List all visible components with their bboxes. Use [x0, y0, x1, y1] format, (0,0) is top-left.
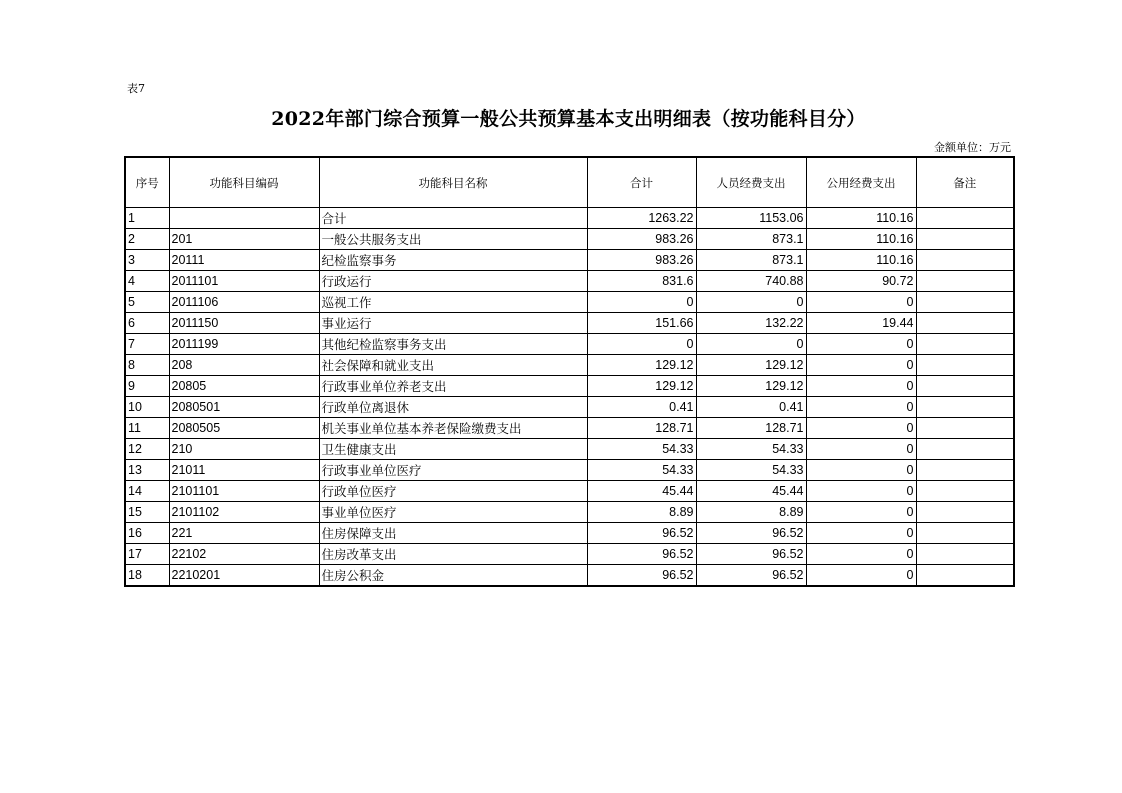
cell-personnel: 740.88	[696, 271, 806, 292]
cell-code: 2011101	[169, 271, 319, 292]
table-row	[125, 565, 1014, 587]
cell-code: 2101101	[169, 481, 319, 502]
cell-public: 19.44	[806, 313, 916, 334]
cell-total: 96.52	[587, 523, 696, 544]
cell-code: 21011	[169, 460, 319, 481]
cell-total: 54.33	[587, 439, 696, 460]
cell-index: 3	[125, 250, 169, 271]
table-row	[125, 376, 1014, 397]
table-body	[125, 208, 1014, 587]
cell-name: 卫生健康支出	[319, 439, 587, 460]
cell-name: 合计	[319, 208, 587, 229]
cell-code: 210	[169, 439, 319, 460]
cell-personnel: 45.44	[696, 481, 806, 502]
table-row	[125, 544, 1014, 565]
cell-public: 0	[806, 439, 916, 460]
cell-code: 2080505	[169, 418, 319, 439]
cell-index: 9	[125, 376, 169, 397]
cell-personnel: 54.33	[696, 439, 806, 460]
cell-remark	[916, 523, 1014, 544]
cell-public: 0	[806, 418, 916, 439]
cell-personnel: 0	[696, 334, 806, 355]
cell-remark	[916, 250, 1014, 271]
page-title: 2022年部门综合预算一般公共预算基本支出明细表（按功能科目分）	[271, 108, 866, 130]
table-row	[125, 418, 1014, 439]
cell-index: 16	[125, 523, 169, 544]
cell-remark	[916, 439, 1014, 460]
cell-total: 983.26	[587, 250, 696, 271]
cell-code: 22102	[169, 544, 319, 565]
cell-total: 54.33	[587, 460, 696, 481]
cell-code: 2080501	[169, 397, 319, 418]
cell-remark	[916, 544, 1014, 565]
table-row	[125, 271, 1014, 292]
table-row	[125, 313, 1014, 334]
cell-total: 0.41	[587, 397, 696, 418]
cell-total: 129.12	[587, 376, 696, 397]
cell-index: 2	[125, 229, 169, 250]
cell-code: 201	[169, 229, 319, 250]
cell-remark	[916, 271, 1014, 292]
table-row	[125, 250, 1014, 271]
cell-public: 0	[806, 292, 916, 313]
cell-name: 住房公积金	[319, 565, 587, 587]
column-header-code: 功能科目编码	[169, 157, 319, 208]
table-row	[125, 397, 1014, 418]
budget-table	[124, 156, 1015, 587]
cell-public: 90.72	[806, 271, 916, 292]
cell-personnel: 873.1	[696, 229, 806, 250]
cell-total: 831.6	[587, 271, 696, 292]
table-row	[125, 334, 1014, 355]
cell-public: 0	[806, 397, 916, 418]
cell-index: 14	[125, 481, 169, 502]
cell-index: 11	[125, 418, 169, 439]
cell-total: 983.26	[587, 229, 696, 250]
cell-personnel: 873.1	[696, 250, 806, 271]
cell-total: 129.12	[587, 355, 696, 376]
cell-public: 0	[806, 544, 916, 565]
cell-code: 2210201	[169, 565, 319, 587]
cell-remark	[916, 292, 1014, 313]
cell-personnel: 132.22	[696, 313, 806, 334]
cell-public: 110.16	[806, 250, 916, 271]
cell-remark	[916, 418, 1014, 439]
table-row	[125, 481, 1014, 502]
cell-total: 128.71	[587, 418, 696, 439]
cell-name: 社会保障和就业支出	[319, 355, 587, 376]
cell-code: 221	[169, 523, 319, 544]
cell-code: 2011106	[169, 292, 319, 313]
cell-personnel: 8.89	[696, 502, 806, 523]
cell-name: 事业单位医疗	[319, 502, 587, 523]
cell-personnel: 129.12	[696, 376, 806, 397]
cell-public: 0	[806, 481, 916, 502]
cell-name: 住房保障支出	[319, 523, 587, 544]
cell-total: 0	[587, 292, 696, 313]
column-header-remark: 备注	[916, 157, 1014, 208]
cell-remark	[916, 355, 1014, 376]
cell-public: 0	[806, 376, 916, 397]
cell-code: 2101102	[169, 502, 319, 523]
cell-public: 0	[806, 460, 916, 481]
cell-name: 行政单位医疗	[319, 481, 587, 502]
table-row	[125, 292, 1014, 313]
cell-name: 机关事业单位基本养老保险缴费支出	[319, 418, 587, 439]
cell-public: 0	[806, 523, 916, 544]
cell-name: 纪检监察事务	[319, 250, 587, 271]
cell-remark	[916, 229, 1014, 250]
cell-public: 0	[806, 355, 916, 376]
cell-personnel: 0.41	[696, 397, 806, 418]
cell-index: 13	[125, 460, 169, 481]
cell-name: 巡视工作	[319, 292, 587, 313]
cell-total: 151.66	[587, 313, 696, 334]
cell-personnel: 1153.06	[696, 208, 806, 229]
cell-index: 1	[125, 208, 169, 229]
column-header-public: 公用经费支出	[806, 157, 916, 208]
cell-remark	[916, 460, 1014, 481]
cell-index: 17	[125, 544, 169, 565]
cell-public: 0	[806, 334, 916, 355]
table-row	[125, 229, 1014, 250]
cell-total: 96.52	[587, 544, 696, 565]
table-header-row	[125, 157, 1014, 208]
cell-personnel: 96.52	[696, 565, 806, 587]
cell-remark	[916, 481, 1014, 502]
cell-remark	[916, 208, 1014, 229]
cell-code: 20111	[169, 250, 319, 271]
cell-remark	[916, 376, 1014, 397]
cell-name: 住房改革支出	[319, 544, 587, 565]
cell-total: 96.52	[587, 565, 696, 587]
table-row	[125, 439, 1014, 460]
table-row	[125, 208, 1014, 229]
cell-personnel: 128.71	[696, 418, 806, 439]
cell-total: 8.89	[587, 502, 696, 523]
table-number-label: 表7	[127, 82, 145, 95]
cell-personnel: 96.52	[696, 523, 806, 544]
column-header-index: 序号	[125, 157, 169, 208]
cell-name: 行政事业单位养老支出	[319, 376, 587, 397]
cell-personnel: 54.33	[696, 460, 806, 481]
cell-remark	[916, 565, 1014, 587]
cell-code: 2011199	[169, 334, 319, 355]
cell-name: 行政运行	[319, 271, 587, 292]
cell-code: 208	[169, 355, 319, 376]
cell-public: 0	[806, 565, 916, 587]
cell-code: 20805	[169, 376, 319, 397]
cell-name: 行政事业单位医疗	[319, 460, 587, 481]
column-header-total: 合计	[587, 157, 696, 208]
column-header-personnel: 人员经费支出	[696, 157, 806, 208]
cell-remark	[916, 313, 1014, 334]
cell-total: 0	[587, 334, 696, 355]
cell-personnel: 129.12	[696, 355, 806, 376]
cell-personnel: 0	[696, 292, 806, 313]
amount-unit-note: 金额单位：万元	[934, 141, 1011, 154]
table-row	[125, 355, 1014, 376]
cell-name: 行政单位离退休	[319, 397, 587, 418]
cell-name: 其他纪检监察事务支出	[319, 334, 587, 355]
cell-public: 110.16	[806, 208, 916, 229]
cell-public: 110.16	[806, 229, 916, 250]
cell-index: 18	[125, 565, 169, 587]
column-header-name: 功能科目名称	[319, 157, 587, 208]
cell-index: 10	[125, 397, 169, 418]
table-row	[125, 523, 1014, 544]
cell-code	[169, 208, 319, 229]
cell-name: 事业运行	[319, 313, 587, 334]
table-row	[125, 460, 1014, 481]
cell-index: 12	[125, 439, 169, 460]
cell-name: 一般公共服务支出	[319, 229, 587, 250]
cell-total: 45.44	[587, 481, 696, 502]
cell-index: 6	[125, 313, 169, 334]
cell-personnel: 96.52	[696, 544, 806, 565]
cell-remark	[916, 334, 1014, 355]
cell-index: 5	[125, 292, 169, 313]
table-row	[125, 502, 1014, 523]
cell-public: 0	[806, 502, 916, 523]
cell-index: 7	[125, 334, 169, 355]
cell-remark	[916, 397, 1014, 418]
cell-index: 4	[125, 271, 169, 292]
cell-index: 15	[125, 502, 169, 523]
cell-remark	[916, 502, 1014, 523]
cell-total: 1263.22	[587, 208, 696, 229]
cell-index: 8	[125, 355, 169, 376]
cell-code: 2011150	[169, 313, 319, 334]
